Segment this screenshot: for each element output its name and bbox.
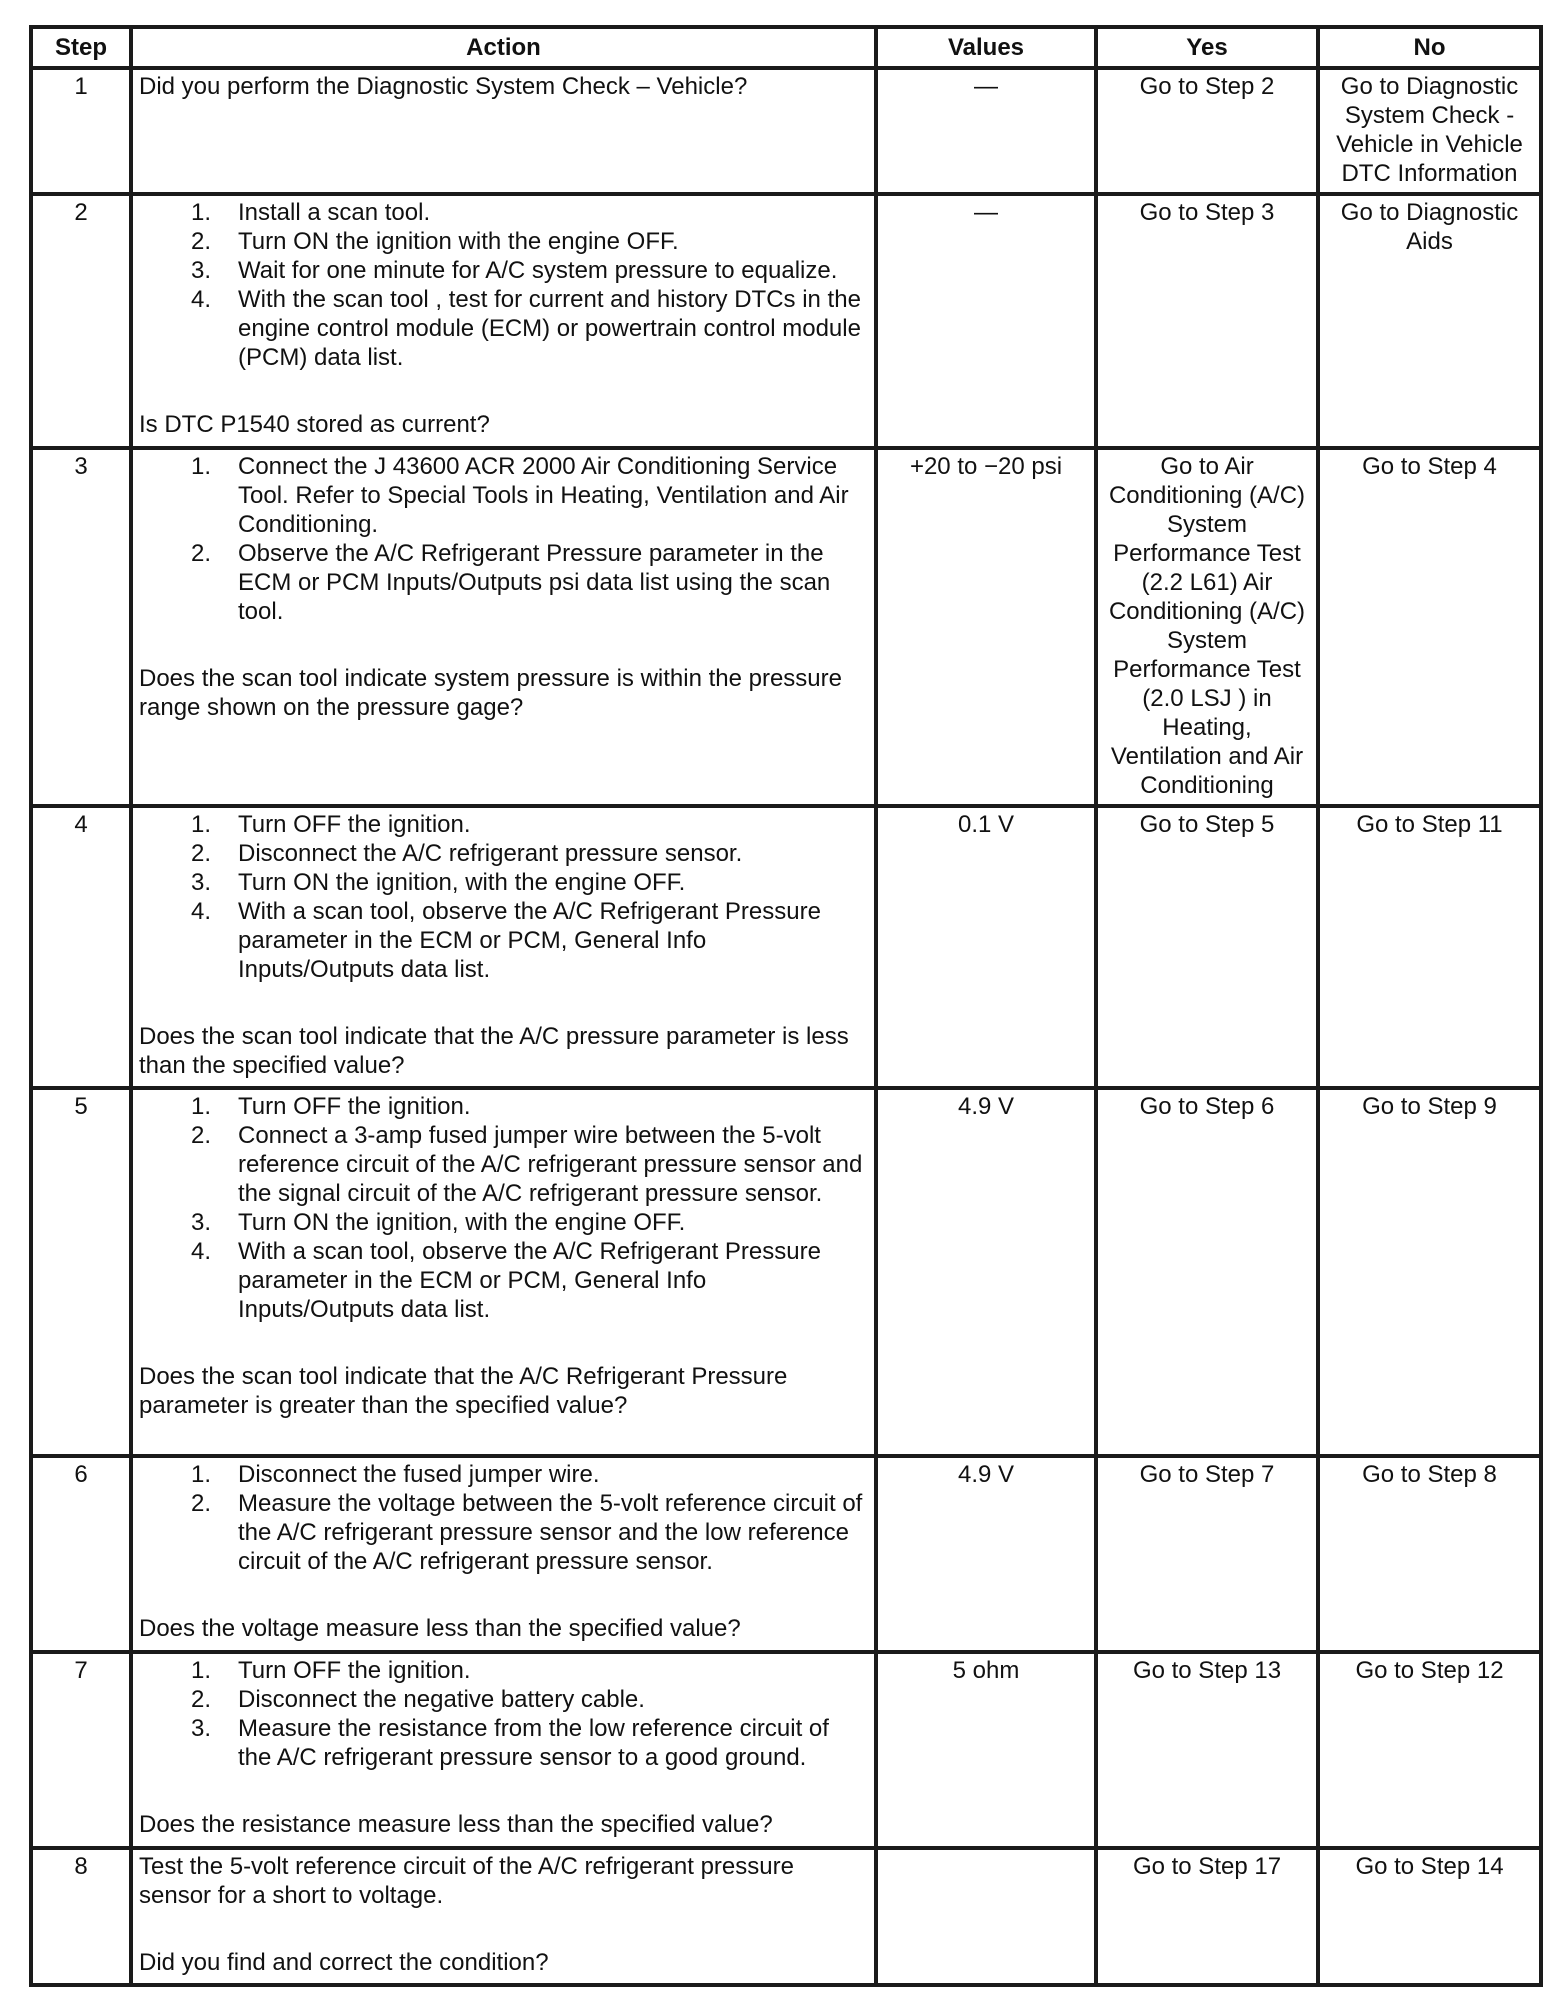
action-step: 4. With a scan tool, observe the A/C Refrigerant Pressure parameter in the ECM or PCM, General Info Inputs/Outputs data list. [191, 1238, 821, 1323]
action-cell [131, 1088, 876, 1456]
action-question: Does the scan tool indicate that the A/C pressure parameter is less than the specified value? [139, 1023, 849, 1079]
step-number: 5 [31, 1088, 131, 1456]
value-cell [876, 1848, 1096, 1985]
value-cell: 4.9 V [876, 1088, 1096, 1456]
step-number: 4 [31, 806, 131, 1088]
no-cell: Go to Step 14 [1318, 1848, 1541, 1985]
action-step: 2. Connect a 3-amp fused jumper wire between the 5-volt reference circuit of the A/C refrigerant pressure sensor and the signal circuit of the A/C refrigerant pressure sensor. [191, 1122, 863, 1207]
action-step: 3. Wait for one minute for A/C system pressure to equalize. [191, 257, 838, 284]
value-cell: 4.9 V [876, 1456, 1096, 1652]
value-cell: 0.1 V [876, 806, 1096, 1088]
step-number: 1 [31, 68, 131, 194]
header-yes: Yes [1096, 27, 1318, 68]
table-row [31, 194, 1541, 448]
header-action: Action [131, 27, 876, 68]
action-step: 1. Turn OFF the ignition. [191, 1093, 471, 1120]
header-step: Step [31, 27, 131, 68]
step-number: 6 [31, 1456, 131, 1652]
action-cell [131, 1652, 876, 1848]
action-text: Test the 5-volt reference circuit of the A/C refrigerant pressure sensor for a short to voltage. [139, 1853, 794, 1909]
action-step: 1. Connect the J 43600 ACR 2000 Air Conditioning Service Tool. Refer to Special Tools in Heating, Ventilation and Air Conditioning. [191, 453, 849, 538]
action-question: Does the resistance measure less than the specified value? [139, 1811, 773, 1838]
step-number: 2 [31, 194, 131, 448]
yes-cell: Go to Step 2 [1096, 68, 1318, 194]
action-question: Did you find and correct the condition? [139, 1949, 549, 1976]
table-row [31, 1088, 1541, 1456]
action-question: Does the scan tool indicate that the A/C Refrigerant Pressure parameter is greater than the specified value? [139, 1363, 788, 1419]
action-step: 2. Disconnect the negative battery cable. [191, 1686, 645, 1713]
value-cell: — [876, 194, 1096, 448]
yes-cell: Go to Step 7 [1096, 1456, 1318, 1652]
no-cell: Go to Step 4 [1318, 448, 1541, 806]
action-step: 2. Disconnect the A/C refrigerant pressure sensor. [191, 840, 743, 867]
step-number: 8 [31, 1848, 131, 1985]
action-text: Did you perform the Diagnostic System Check – Vehicle? [139, 73, 748, 100]
yes-cell: Go to Step 3 [1096, 194, 1318, 448]
no-cell: Go to Diagnostic System Check - Vehicle in Vehicle DTC Information [1318, 68, 1541, 194]
action-cell [131, 1848, 876, 1985]
action-step: 3. Turn ON the ignition, with the engine OFF. [191, 869, 686, 896]
value-cell: — [876, 68, 1096, 194]
action-step: 1. Install a scan tool. [191, 199, 431, 226]
action-cell [131, 1456, 876, 1652]
yes-cell: Go to Air Conditioning (A/C) System Performance Test (2.2 L61) Air Conditioning (A/C) System Performance Test (2.0 LSJ ) in Heating, Ventilation and Air Conditioning [1096, 448, 1318, 806]
action-question: Does the scan tool indicate system pressure is within the pressure range shown on the pressure gage? [139, 665, 842, 721]
action-steps [139, 198, 868, 372]
table-row [31, 1456, 1541, 1652]
action-step: 3. Turn ON the ignition, with the engine OFF. [191, 1209, 686, 1236]
action-cell [131, 806, 876, 1088]
action-steps [139, 452, 868, 626]
header-no: No [1318, 27, 1541, 68]
yes-cell: Go to Step 6 [1096, 1088, 1318, 1456]
action-step: 1. Turn OFF the ignition. [191, 811, 471, 838]
table-row [31, 68, 1541, 194]
action-step: 4. With a scan tool, observe the A/C Refrigerant Pressure parameter in the ECM or PCM, General Info Inputs/Outputs data list. [191, 898, 821, 983]
action-step: 1. Turn OFF the ignition. [191, 1657, 471, 1684]
action-step: 2. Measure the voltage between the 5-volt reference circuit of the A/C refrigerant pressure sensor and the low reference circuit of the A/C refrigerant pressure sensor. [191, 1490, 863, 1575]
header-values: Values [876, 27, 1096, 68]
table-row [31, 1652, 1541, 1848]
action-step: 2. Turn ON the ignition with the engine OFF. [191, 228, 679, 255]
header-row [31, 27, 1541, 68]
action-cell [131, 68, 876, 194]
table-row [31, 448, 1541, 806]
action-step: 4. With the scan tool , test for current and history DTCs in the engine control module (ECM) or powertrain control module (PCM) data list. [191, 286, 861, 371]
yes-cell: Go to Step 17 [1096, 1848, 1318, 1985]
action-question: Does the voltage measure less than the specified value? [139, 1615, 741, 1642]
step-number: 3 [31, 448, 131, 806]
action-steps [139, 1460, 868, 1576]
action-cell [131, 194, 876, 448]
table-row [31, 806, 1541, 1088]
action-step: 1. Disconnect the fused jumper wire. [191, 1461, 600, 1488]
action-steps [139, 810, 868, 984]
no-cell: Go to Step 11 [1318, 806, 1541, 1088]
table-row [31, 1848, 1541, 1985]
action-cell [131, 448, 876, 806]
value-cell: 5 ohm [876, 1652, 1096, 1848]
action-steps [139, 1092, 868, 1324]
action-step: 3. Measure the resistance from the low reference circuit of the A/C refrigerant pressure sensor to a good ground. [191, 1715, 829, 1771]
yes-cell: Go to Step 5 [1096, 806, 1318, 1088]
action-step: 2. Observe the A/C Refrigerant Pressure parameter in the ECM or PCM Inputs/Outputs psi data list using the scan tool. [191, 540, 831, 625]
no-cell: Go to Step 12 [1318, 1652, 1541, 1848]
action-steps [139, 1656, 868, 1772]
yes-cell: Go to Step 13 [1096, 1652, 1318, 1848]
step-number: 7 [31, 1652, 131, 1848]
no-cell: Go to Diagnostic Aids [1318, 194, 1541, 448]
action-question: Is DTC P1540 stored as current? [139, 411, 490, 438]
diagnostic-table [29, 25, 1543, 1987]
no-cell: Go to Step 8 [1318, 1456, 1541, 1652]
no-cell: Go to Step 9 [1318, 1088, 1541, 1456]
value-cell: +20 to −20 psi [876, 448, 1096, 806]
